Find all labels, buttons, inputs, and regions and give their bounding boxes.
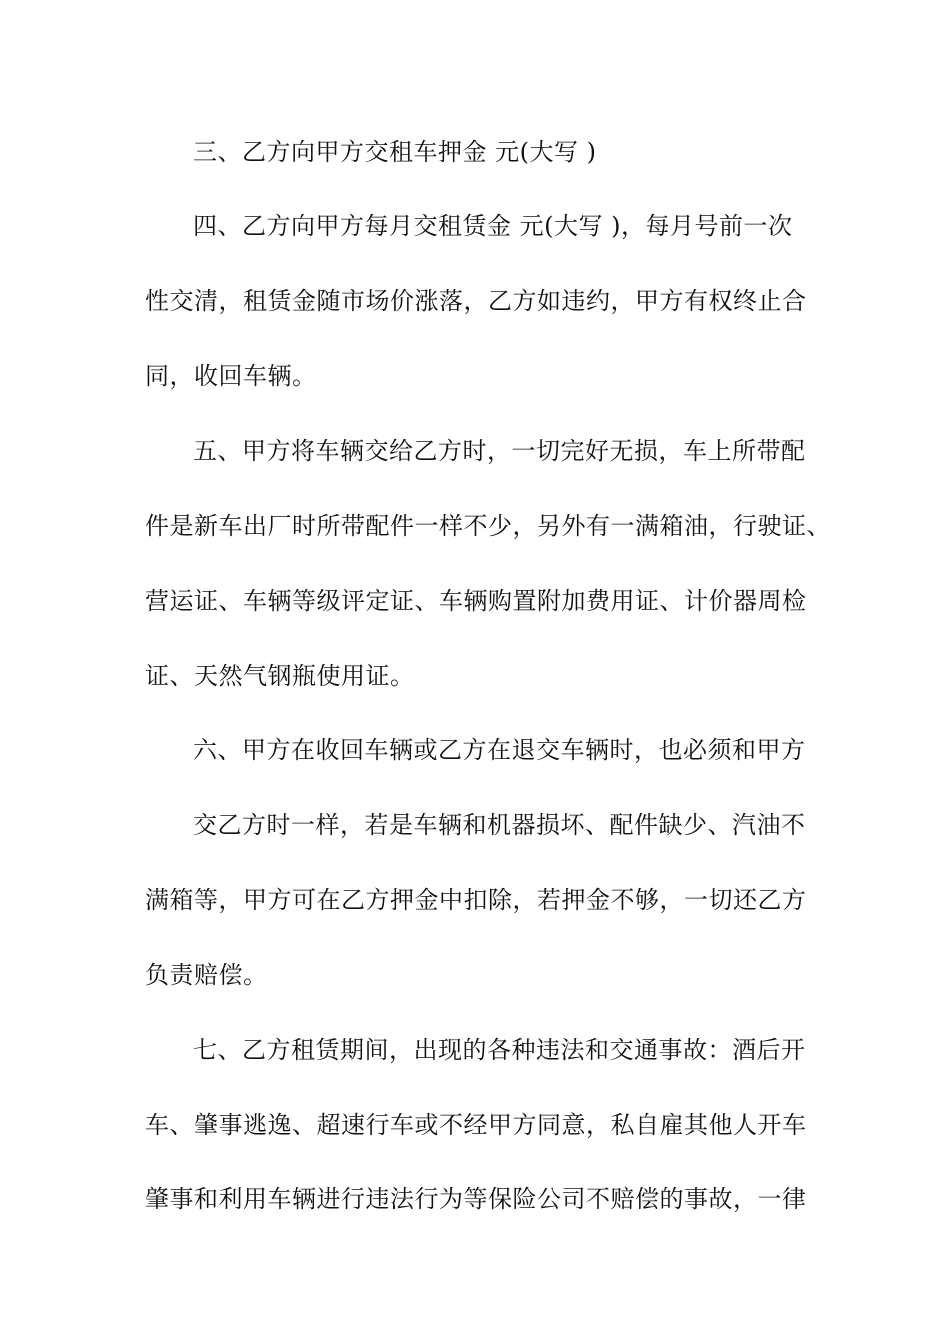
clause-7-line-2: 车、肇事逃逸、超速行车或不经甲方同意，私自雇其他人开车	[145, 1111, 807, 1139]
clause-6-line-2: 交乙方时一样，若是车辆和机器损坏、配件缺少、汽油不	[193, 811, 806, 839]
clause-5-line-2: 件是新车出厂时所带配件一样不少，另外有一满箱油，行驶证、	[145, 512, 831, 540]
clause-5-line-1: 五、甲方将车辆交给乙方时，一切完好无损，车上所带配	[193, 437, 806, 465]
clause-6-line-3: 满箱等，甲方可在乙方押金中扣除，若押金不够，一切还乙方	[145, 886, 807, 914]
clause-5-line-4: 证、天然气钢瓶使用证。	[145, 662, 415, 690]
clause-7-line-3: 肇事和利用车辆进行违法行为等保险公司不赔偿的事故，一律	[145, 1185, 807, 1213]
clause-3-line-1: 三、乙方向甲方交租车押金 元(大写 )	[193, 138, 597, 166]
clause-5-line-3: 营运证、车辆等级评定证、车辆购置附加费用证、计价器周检	[145, 587, 807, 615]
clause-4-line-2: 性交清，租赁金随市场价涨落，乙方如违约，甲方有权终止合	[145, 287, 807, 315]
clause-6-line-1: 六、甲方在收回车辆或乙方在退交车辆时，也必须和甲方	[193, 736, 806, 764]
clause-4-line-3: 同，收回车辆。	[145, 362, 317, 390]
clause-7-line-1: 七、乙方租赁期间，出现的各种违法和交通事故：酒后开	[193, 1036, 806, 1064]
clause-6-line-4: 负责赔偿。	[145, 961, 268, 989]
clause-4-line-1: 四、乙方向甲方每月交租赁金 元(大写 )，每月号前一次	[193, 212, 793, 240]
